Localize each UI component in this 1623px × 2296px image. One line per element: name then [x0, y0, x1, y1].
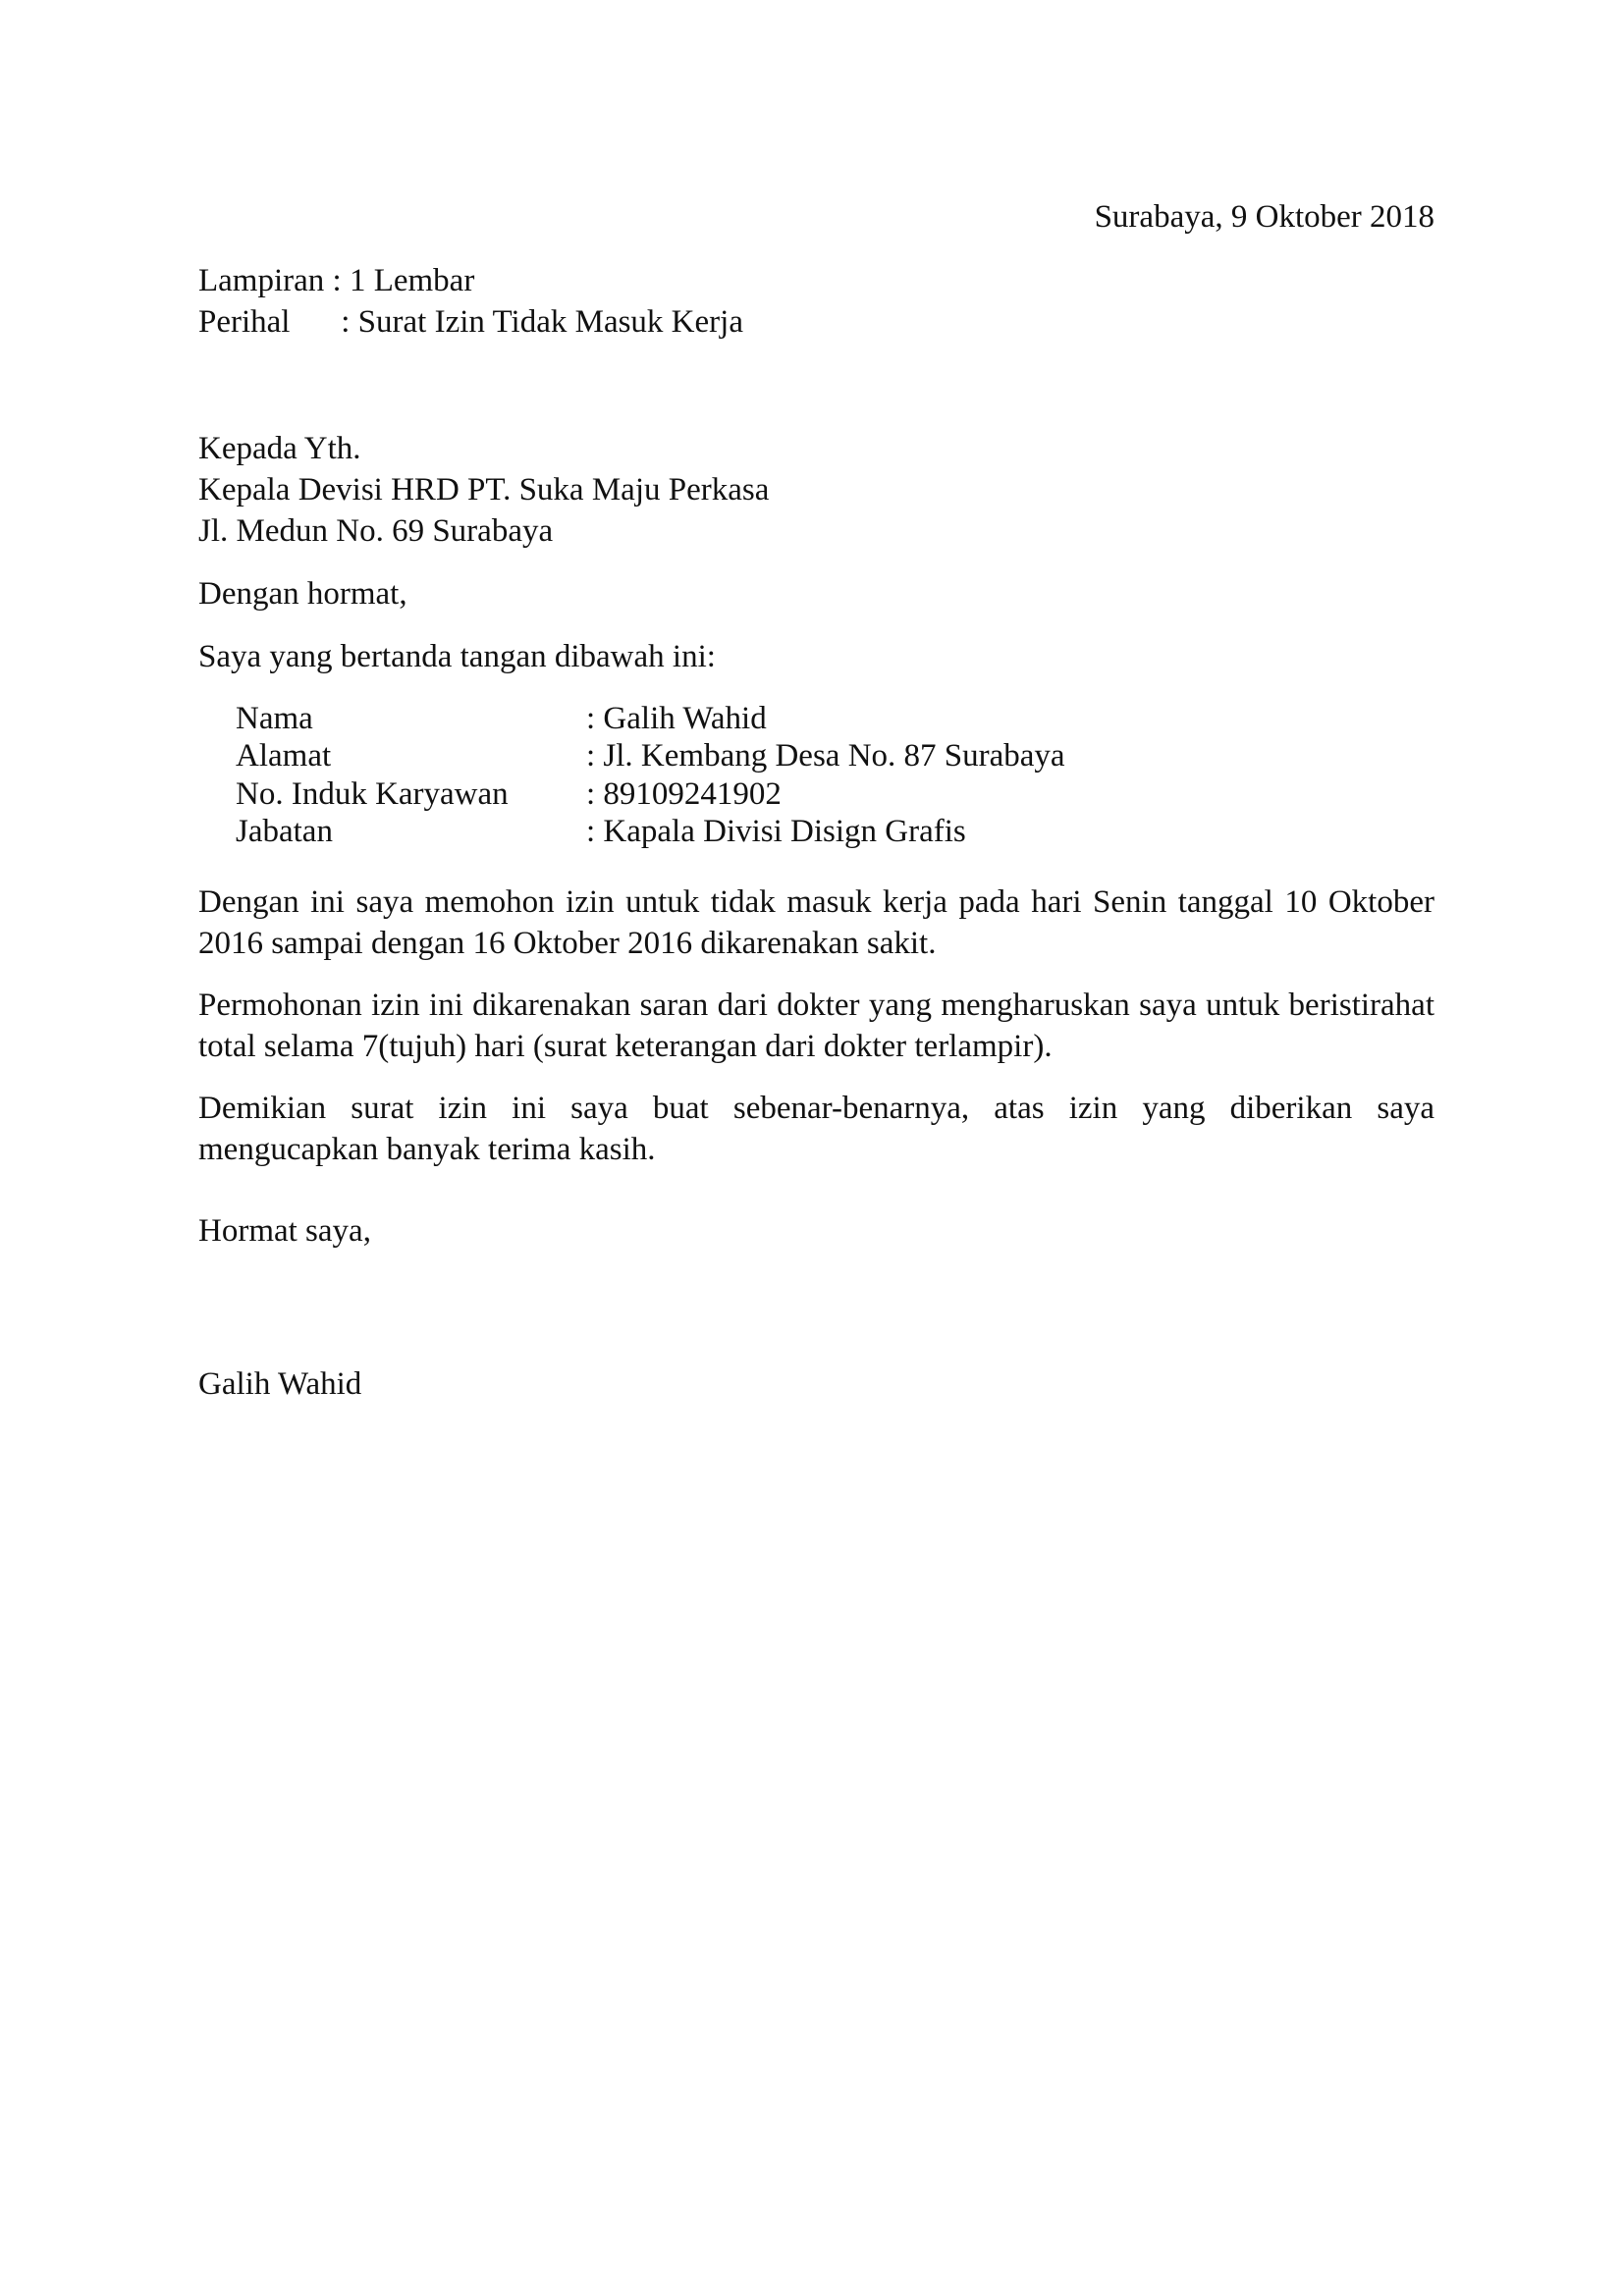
recipient-line-2: Kepala Devisi HRD PT. Suka Maju Perkasa	[198, 472, 770, 507]
field-value: : Galih Wahid	[586, 701, 767, 736]
field-label: Nama	[236, 701, 313, 736]
field-row-no-induk	[236, 774, 1119, 815]
field-value: : Jl. Kembang Desa No. 87 Surabaya	[586, 738, 1065, 774]
recipient-line-1: Kepada Yth.	[198, 431, 361, 466]
field-label: Alamat	[236, 738, 332, 774]
recipient-line-3: Jl. Medun No. 69 Surabaya	[198, 513, 554, 549]
body-paragraph-1: Dengan ini saya memohon izin untuk tidak masuk kerja pada hari Senin tanggal 10 Oktober 2016 sampai dengan 16 Oktober 2016 dikarenakan sakit.	[198, 884, 1434, 961]
signer-name: Galih Wahid	[198, 1366, 362, 1402]
field-label: Jabatan	[236, 814, 333, 849]
perihal-row	[198, 301, 743, 343]
lampiran-label: Lampiran	[198, 263, 325, 298]
field-row-alamat	[236, 735, 1119, 776]
field-row-nama	[236, 698, 1119, 739]
field-value: : 89109241902	[586, 776, 782, 812]
lampiran-row	[198, 260, 474, 301]
field-row-jabatan	[236, 811, 1119, 852]
perihal-value: : Surat Izin Tidak Masuk Kerja	[341, 304, 743, 340]
salutation: Dengan hormat,	[198, 576, 407, 612]
closing: Hormat saya,	[198, 1213, 371, 1249]
intro-line: Saya yang bertanda tangan dibawah ini:	[198, 639, 716, 674]
body-paragraph-3: Demikian surat izin ini saya buat sebenar-benarnya, atas izin yang diberikan saya mengucapkan banyak terima kasih.	[198, 1091, 1434, 1167]
field-value: : Kapala Divisi Disign Grafis	[586, 814, 966, 849]
lampiran-value: : 1 Lembar	[332, 263, 475, 298]
perihal-label: Perihal	[198, 304, 291, 340]
place-date: Surabaya, 9 Oktober 2018	[1094, 199, 1434, 235]
body-paragraph-2: Permohonan izin ini dikarenakan saran dari dokter yang mengharuskan saya untuk beristirahat total selama 7(tujuh) hari (surat keterangan dari dokter terlampir).	[198, 988, 1434, 1064]
field-label: No. Induk Karyawan	[236, 776, 509, 812]
